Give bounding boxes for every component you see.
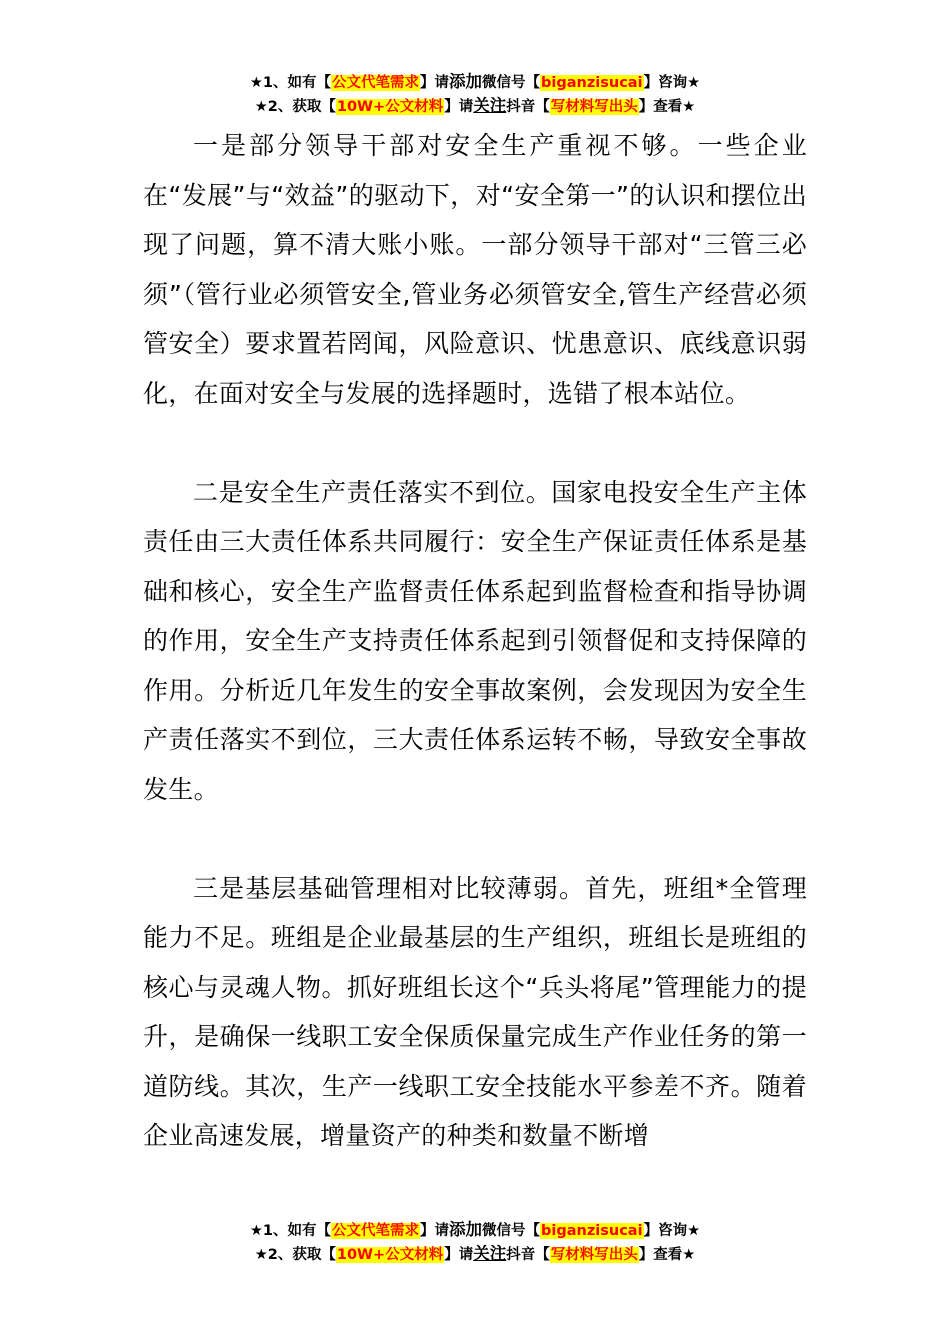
banner-text: 微信号【: [482, 75, 541, 91]
paragraph-3: 三是基层基础管理相对比较薄弱。首先，班组*全管理能力不足。班组是企业最基层的生产组织，班组长是班组的核心与灵魂人物。抓好班组长这个“兵头将尾”管理能力的提升，是确保一线职工安全保质保量完成生产作业任务的第一道防线。其次，生产一线职工安全技能水平参差不齐。随着企业高速发展，增量资产的种类和数量不断增: [143, 873, 807, 1150]
banner-highlight: 公文代笔需求: [332, 75, 420, 91]
banner-text: 】请: [444, 1247, 474, 1263]
banner-highlight: 写材料写出头: [550, 99, 638, 115]
paragraph-2: 二是安全生产责任落实不到位。国家电投安全生产主体责任由三大责任体系共同履行：安全生产保证责任体系是基础和核心，安全生产监督责任体系起到监督检查和指导协调的作用，安全生产支持责任体系起到引领督促和支持保障的作用。分析近几年发生的安全事故案例，会发现因为安全生产责任落实不到位，三大责任体系运转不畅，导致安全事故发生。: [143, 477, 807, 804]
banner-emphasis: 添加: [449, 72, 483, 91]
banner-text: 】咨询★: [643, 1223, 701, 1239]
banner-text: 】请: [444, 99, 474, 115]
footer-banner: [0, 1218, 950, 1266]
banner-line-1: [0, 1218, 950, 1242]
banner-highlight: 写材料写出头: [550, 1247, 638, 1263]
banner-highlight: 10W+公文材料: [336, 1247, 444, 1263]
banner-highlight: biganzisucai: [541, 75, 643, 91]
banner-highlight: 10W+公文材料: [336, 99, 444, 115]
banner-text: 微信号【: [482, 1223, 541, 1239]
banner-line-2: [0, 1242, 950, 1266]
banner-highlight: biganzisucai: [541, 1223, 643, 1239]
banner-text: ★2、获取【: [254, 1247, 336, 1263]
banner-text: 】请: [420, 1223, 450, 1239]
banner-highlight: 公文代笔需求: [332, 1223, 420, 1239]
banner-text: ★1、如有【: [249, 1223, 332, 1239]
banner-line-2: [0, 94, 950, 118]
header-banner: [0, 70, 950, 118]
document-body: [143, 121, 807, 1161]
banner-text: ★1、如有【: [249, 75, 332, 91]
banner-emphasis: 关注: [473, 96, 507, 115]
banner-text: 】查看★: [638, 1247, 696, 1263]
banner-text: ★2、获取【: [254, 99, 336, 115]
banner-text: 】咨询★: [643, 75, 701, 91]
paragraph-1: 一是部分领导干部对安全生产重视不够。一些企业在“发展”与“效益”的驱动下，对“安全第一”的认识和摆位出现了问题，算不清大账小账。一部分领导干部对“三管三必须”（管行业必须管安全,管业务必须管安全,管生产经营必须管安全）要求置若罔闻，风险意识、忧患意识、底线意识弱化，在面对安全与发展的选择题时，选错了根本站位。: [143, 131, 807, 408]
banner-emphasis: 关注: [473, 1244, 507, 1263]
banner-text: 抖音【: [506, 99, 550, 115]
banner-emphasis: 添加: [449, 1220, 483, 1239]
banner-text: 】查看★: [638, 99, 696, 115]
banner-text: 】请: [420, 75, 450, 91]
banner-text: 抖音【: [506, 1247, 550, 1263]
banner-line-1: [0, 70, 950, 94]
